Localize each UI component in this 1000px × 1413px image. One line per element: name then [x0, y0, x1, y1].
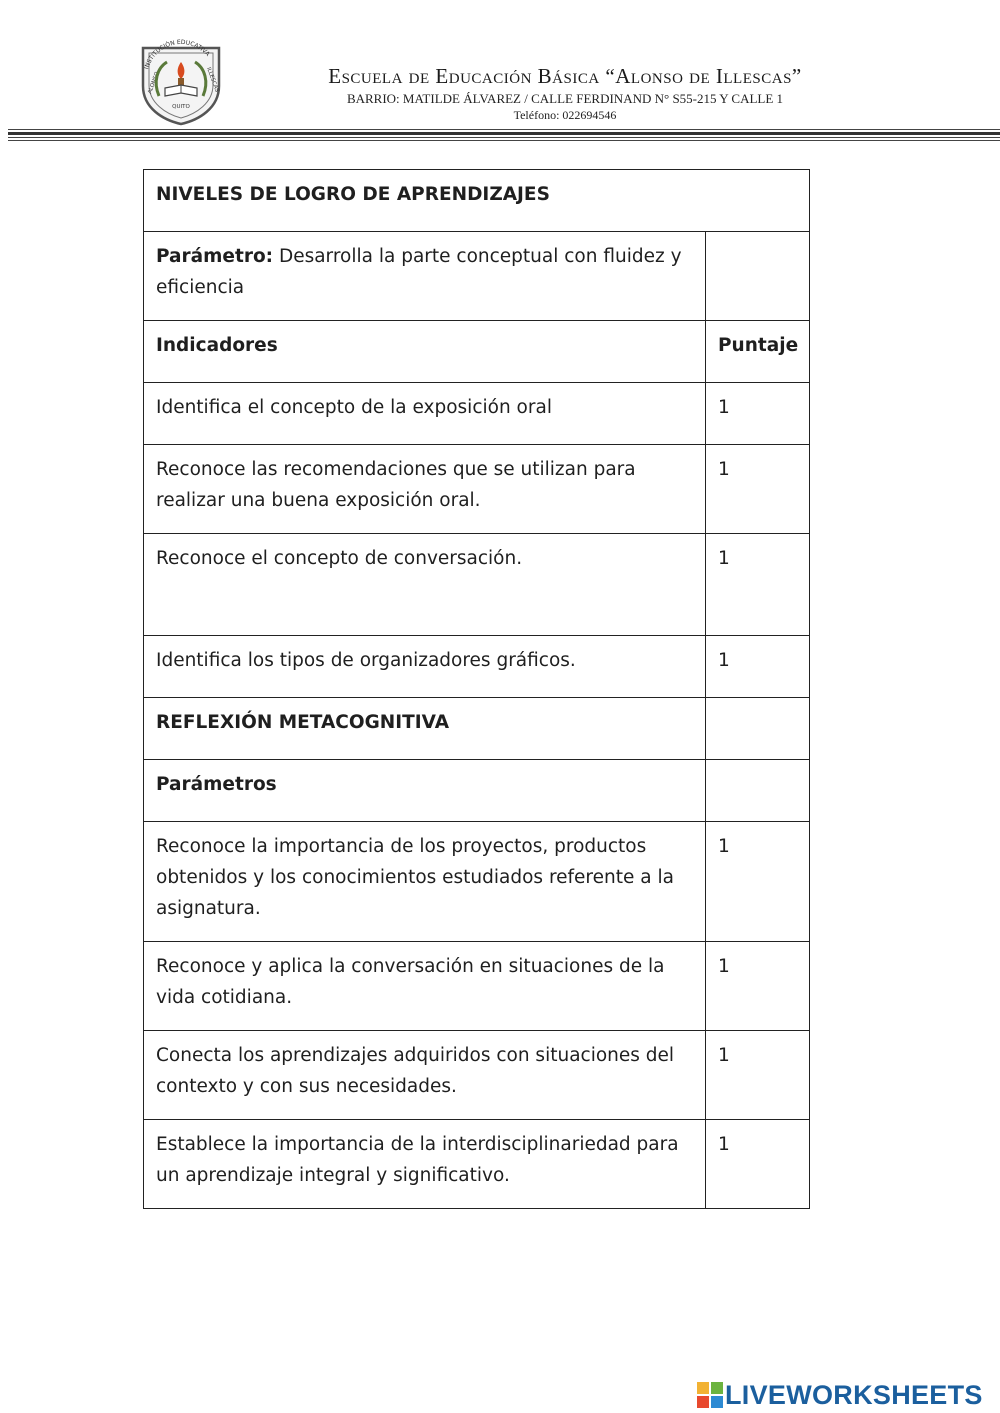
school-name: Escuela de Educación Básica “Alonso de Illescas”: [328, 64, 802, 88]
table-row: [144, 698, 810, 760]
table-row: [144, 1031, 810, 1120]
header-divider: [8, 137, 1000, 138]
rubric-table: [143, 169, 810, 1209]
parameter-item-text: Conecta los aprendizajes adquiridos con situaciones del contexto y con sus necesidades.: [144, 1031, 706, 1120]
score-cell: [706, 232, 810, 321]
seal-top-text: INSTITUCIÓN EDUCATIVA: [143, 38, 211, 71]
table-row: [144, 942, 810, 1031]
parameter-item-text: Reconoce la importancia de los proyectos, productos obtenidos y los conocimientos estudiados referente a la asignatura.: [144, 822, 706, 942]
indicator-text: Reconoce las recomendaciones que se utilizan para realizar una buena exposición oral.: [144, 445, 706, 534]
letterhead: [0, 0, 1000, 150]
score-cell: [706, 760, 810, 822]
header-divider: [8, 140, 1000, 141]
liveworksheets-logo-icon: [697, 1382, 723, 1408]
indicator-score: 1: [706, 445, 810, 534]
indicator-text: Identifica el concepto de la exposición oral: [144, 383, 706, 445]
parameter-cell: [144, 232, 706, 321]
table-row: [144, 232, 810, 321]
score-cell: [706, 698, 810, 760]
table-row: [144, 534, 810, 636]
table-row: [144, 321, 810, 383]
parameter-item-score: 1: [706, 1120, 810, 1209]
table-row: [144, 636, 810, 698]
school-address: BARRIO: MATILDE ÁLVAREZ / CALLE FERDINAND N° S55-215 Y CALLE 1: [346, 91, 784, 106]
indicator-text: Reconoce el concepto de conversación.: [144, 534, 706, 636]
indicator-score: 1: [706, 636, 810, 698]
parameter-text: Desarrolla la parte conceptual con fluidez y eficiencia: [156, 246, 682, 298]
liveworksheets-watermark: [697, 1378, 983, 1412]
school-phone: Teléfono: 022694546: [513, 108, 617, 122]
school-seal-icon: [133, 38, 229, 126]
rubric-title: NIVELES DE LOGRO DE APRENDIZAJES: [144, 170, 810, 232]
table-row: [144, 1120, 810, 1209]
parameters-header: Parámetros: [144, 760, 706, 822]
indicator-score: 1: [706, 383, 810, 445]
parameter-item-score: 1: [706, 1031, 810, 1120]
header-divider: [8, 132, 1000, 135]
parameter-label: Parámetro:: [156, 246, 274, 267]
table-row: [144, 383, 810, 445]
table-row: [144, 170, 810, 232]
seal-bottom-text: QUITO: [172, 104, 190, 110]
watermark-text: LIVEWORKSHEETS: [725, 1379, 983, 1410]
table-row: [144, 445, 810, 534]
indicators-header: Indicadores: [144, 321, 706, 383]
reflection-title: REFLEXIÓN METACOGNITIVA: [144, 698, 706, 760]
table-row: [144, 760, 810, 822]
indicator-text: Identifica los tipos de organizadores gráficos.: [144, 636, 706, 698]
seal-right-text: ILLESCAS: [205, 66, 220, 93]
parameter-item-text: Establece la importancia de la interdisciplinariedad para un aprendizaje integral y significativo.: [144, 1120, 706, 1209]
indicator-score: 1: [706, 534, 810, 636]
parameter-item-text: Reconoce y aplica la conversación en situaciones de la vida cotidiana.: [144, 942, 706, 1031]
table-row: [144, 822, 810, 942]
score-header: Puntaje: [706, 321, 810, 383]
header-divider: [8, 129, 1000, 130]
seal-left-text: ALONSO: [147, 71, 161, 95]
parameter-item-score: 1: [706, 822, 810, 942]
parameter-item-score: 1: [706, 942, 810, 1031]
